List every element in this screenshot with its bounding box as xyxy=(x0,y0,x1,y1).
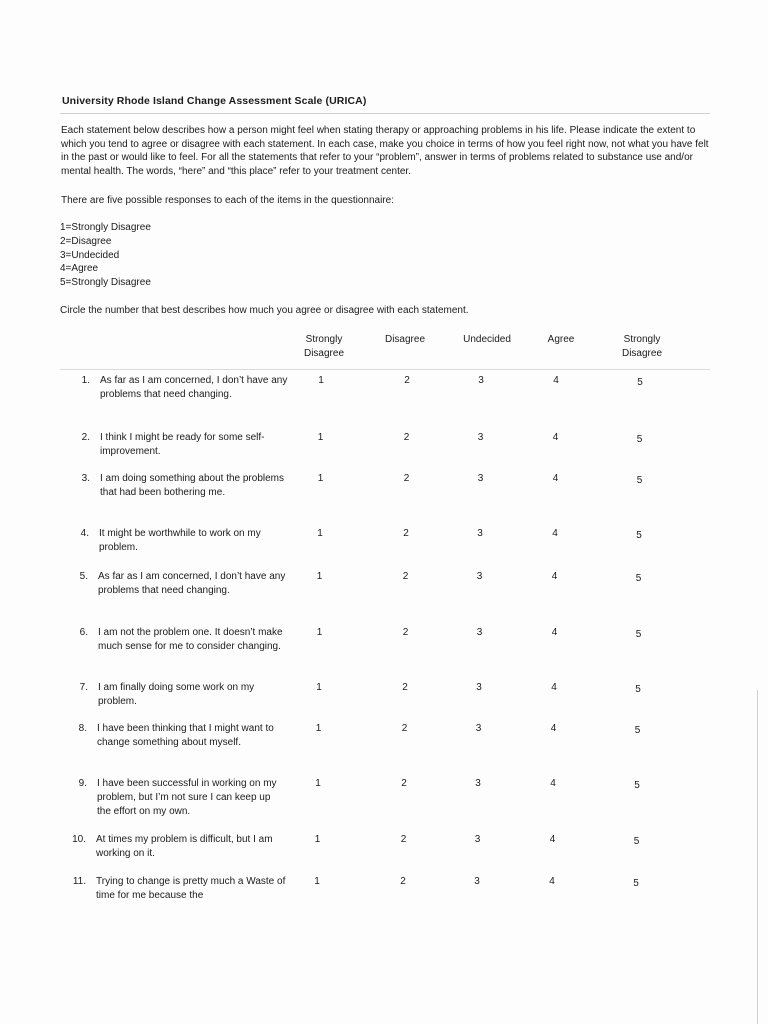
response-option-1[interactable]: 1 xyxy=(314,876,320,887)
response-option-5[interactable]: 5 xyxy=(636,434,643,445)
response-option-5[interactable]: 5 xyxy=(634,780,640,791)
scale-item: 3=Undecided xyxy=(60,249,120,261)
response-option-2[interactable]: 2 xyxy=(402,682,408,693)
item-number: 8. xyxy=(78,723,87,734)
response-option-2[interactable]: 2 xyxy=(402,571,409,582)
item-statement: I have been successful in working on my problem, but I’m not sure I can keep up the effort on my own. xyxy=(97,778,277,817)
response-option-2[interactable]: 2 xyxy=(400,834,407,845)
header-divider xyxy=(60,369,710,370)
response-option-2[interactable]: 2 xyxy=(403,528,409,539)
response-option-4[interactable]: 4 xyxy=(549,834,556,845)
column-header-strongly-disagree-2: Strongly Disagree xyxy=(621,334,663,359)
response-option-5[interactable]: 5 xyxy=(636,475,643,486)
response-option-2[interactable]: 2 xyxy=(403,473,410,484)
scale-item: 5=Strongly Disagree xyxy=(60,277,151,289)
response-option-1[interactable]: 1 xyxy=(317,473,324,484)
response-option-3[interactable]: 3 xyxy=(474,876,480,887)
response-option-4[interactable]: 4 xyxy=(549,876,555,887)
scan-edge-line xyxy=(757,690,758,1024)
item-statement: At times my problem is difficult, but I am working on it. xyxy=(96,834,273,859)
response-option-3[interactable]: 3 xyxy=(474,834,481,845)
item-number: 2. xyxy=(81,432,90,443)
response-option-3[interactable]: 3 xyxy=(476,627,483,638)
response-option-5[interactable]: 5 xyxy=(635,629,642,640)
response-option-1[interactable]: 1 xyxy=(316,627,323,638)
item-statement: I am doing something about the problems that had been bothering me. xyxy=(100,473,284,498)
response-option-1[interactable]: 1 xyxy=(314,834,321,845)
response-option-1[interactable]: 1 xyxy=(318,375,324,386)
response-option-1[interactable]: 1 xyxy=(315,723,322,734)
response-option-3[interactable]: 3 xyxy=(476,682,482,693)
response-option-1[interactable]: 1 xyxy=(316,682,322,693)
column-header-disagree: Disagree xyxy=(384,334,426,345)
response-option-4[interactable]: 4 xyxy=(553,375,559,386)
item-statement: I think I might be ready for some self-improvement. xyxy=(100,432,265,457)
item-number: 6. xyxy=(79,627,88,638)
item-number: 11. xyxy=(72,876,86,887)
item-number: 9. xyxy=(78,778,87,789)
item-number: 1. xyxy=(81,375,90,386)
column-header-strongly-disagree: Strongly Disagree xyxy=(303,334,345,359)
response-option-5[interactable]: 5 xyxy=(634,725,641,736)
response-option-4[interactable]: 4 xyxy=(550,778,556,789)
scale-item: 4=Agree xyxy=(60,263,99,275)
response-option-1[interactable]: 1 xyxy=(316,571,323,582)
response-option-3[interactable]: 3 xyxy=(478,375,484,386)
title-divider xyxy=(60,113,710,114)
response-option-4[interactable]: 4 xyxy=(551,571,558,582)
column-header-agree: Agree xyxy=(547,334,575,345)
item-statement: I have been thinking that I might want to change something about myself. xyxy=(97,723,274,748)
response-option-5[interactable]: 5 xyxy=(635,573,642,584)
response-option-5[interactable]: 5 xyxy=(633,878,639,889)
response-option-4[interactable]: 4 xyxy=(552,432,559,443)
response-option-4[interactable]: 4 xyxy=(552,473,559,484)
response-option-5[interactable]: 5 xyxy=(635,684,641,695)
item-statement: It might be worthwhile to work on my problem. xyxy=(99,528,261,553)
item-number: 7. xyxy=(79,682,88,693)
item-statement: Trying to change is pretty much a Waste of time for me because the xyxy=(96,876,286,901)
response-scale-list xyxy=(60,221,151,290)
item-number: 4. xyxy=(80,528,89,539)
response-option-1[interactable]: 1 xyxy=(317,528,323,539)
response-option-2[interactable]: 2 xyxy=(402,627,409,638)
response-option-3[interactable]: 3 xyxy=(477,528,483,539)
response-option-5[interactable]: 5 xyxy=(637,377,643,388)
response-option-3[interactable]: 3 xyxy=(477,473,484,484)
response-option-1[interactable]: 1 xyxy=(317,432,324,443)
document-title: University Rhode Island Change Assessment Scale (URICA) xyxy=(62,95,367,107)
column-header-undecided: Undecided xyxy=(463,334,511,345)
scale-item: 1=Strongly Disagree xyxy=(60,222,151,233)
response-option-3[interactable]: 3 xyxy=(475,723,482,734)
response-option-1[interactable]: 1 xyxy=(315,778,321,789)
item-statement: I am not the problem one. It doesn’t make much sense for me to consider changing. xyxy=(98,627,283,652)
response-option-3[interactable]: 3 xyxy=(476,571,483,582)
response-option-4[interactable]: 4 xyxy=(551,627,558,638)
response-option-4[interactable]: 4 xyxy=(550,723,557,734)
response-option-2[interactable]: 2 xyxy=(401,723,408,734)
item-statement: As far as I am concerned, I don’t have any problems that need changing. xyxy=(100,375,288,400)
response-option-5[interactable]: 5 xyxy=(633,836,640,847)
intro-paragraph: Each statement below describes how a person might feel when stating therapy or approaching problems in his life. Please indicate the extent to which you tend to agree or disagree with each statement. In each case, make you choice in terms of how you feel right now, not what you have felt in the past or would like to feel. For all the statements that refer to your “problem”, answer in terms of problems related to substance use and/or mental health. The words, “here” and “this place” refer to your treatment center. xyxy=(61,125,709,177)
item-number: 5. xyxy=(79,571,88,582)
item-number: 10. xyxy=(72,834,86,845)
response-option-2[interactable]: 2 xyxy=(403,432,410,443)
responses-intro: There are five possible responses to each of the items in the questionnaire: xyxy=(61,195,394,206)
circle-instruction: Circle the number that best describes how much you agree or disagree with each statement. xyxy=(60,305,469,316)
response-option-4[interactable]: 4 xyxy=(551,682,557,693)
item-statement: As far as I am concerned, I don’t have any problems that need changing. xyxy=(98,571,286,596)
response-option-3[interactable]: 3 xyxy=(475,778,481,789)
item-statement: I am finally doing some work on my problem. xyxy=(98,682,255,707)
response-option-2[interactable]: 2 xyxy=(400,876,406,887)
response-option-5[interactable]: 5 xyxy=(636,530,642,541)
response-option-2[interactable]: 2 xyxy=(401,778,407,789)
response-option-2[interactable]: 2 xyxy=(404,375,410,386)
response-option-4[interactable]: 4 xyxy=(552,528,558,539)
scale-item: 2=Disagree xyxy=(60,235,112,247)
response-option-3[interactable]: 3 xyxy=(477,432,484,443)
item-number: 3. xyxy=(81,473,90,484)
